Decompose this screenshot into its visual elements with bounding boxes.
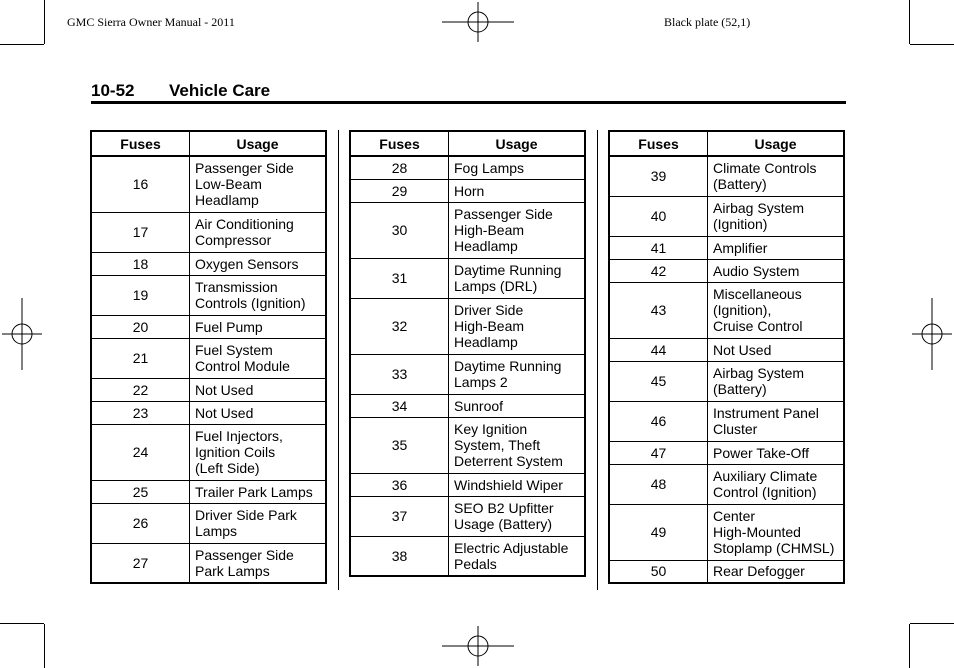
fuse-number: 27: [91, 543, 190, 583]
fuse-number: 16: [91, 156, 190, 212]
crop-mark: [0, 44, 44, 45]
fuse-usage: Transmission Controls (Ignition): [190, 275, 327, 315]
crop-mark: [909, 0, 910, 44]
fuse-number: 42: [609, 259, 708, 282]
fuse-usage: Fog Lamps: [449, 156, 586, 179]
fuse-number: 31: [350, 258, 449, 298]
fuse-usage: Driver Side Park Lamps: [190, 503, 327, 543]
fuse-usage: Airbag System (Ignition): [708, 196, 845, 236]
table-row: [350, 179, 585, 202]
fuse-number: 41: [609, 236, 708, 259]
fuse-usage: Key Ignition System, Theft Deterrent System: [449, 417, 586, 473]
table-row: [609, 441, 844, 464]
fuse-usage: Climate Controls (Battery): [708, 156, 845, 196]
fuse-usage: Daytime Running Lamps 2: [449, 354, 586, 394]
fuse-table: [349, 130, 586, 577]
fuse-usage: SEO B2 Upfitter Usage (Battery): [449, 496, 586, 536]
fuse-number: 50: [609, 560, 708, 583]
fuse-number: 39: [609, 156, 708, 196]
table-row: [91, 212, 326, 252]
title-rule: [91, 101, 846, 104]
fuse-usage: Audio System: [708, 259, 845, 282]
fuse-number: 17: [91, 212, 190, 252]
fuse-table-column-1: [90, 130, 327, 584]
fuse-number: 47: [609, 441, 708, 464]
fuse-usage: Oxygen Sensors: [190, 252, 327, 275]
fuse-usage: Fuel System Control Module: [190, 338, 327, 378]
fuse-usage: Horn: [449, 179, 586, 202]
fuse-usage: Passenger Side High-Beam Headlamp: [449, 202, 586, 258]
fuse-usage: Sunroof: [449, 394, 586, 417]
fuse-usage: Passenger Side Low-Beam Headlamp: [190, 156, 327, 212]
crop-mark: [909, 624, 910, 668]
crop-mark: [44, 0, 45, 44]
fuse-usage: Amplifier: [708, 236, 845, 259]
table-row: [609, 560, 844, 583]
fuse-number: 28: [350, 156, 449, 179]
fuse-number: 33: [350, 354, 449, 394]
fuse-usage: Rear Defogger: [708, 560, 845, 583]
table-row: [91, 543, 326, 583]
table-row: [609, 338, 844, 361]
fuse-number: 34: [350, 394, 449, 417]
fuse-usage: Fuel Injectors, Ignition Coils (Left Side): [190, 424, 327, 480]
table-row: [609, 196, 844, 236]
manual-title: GMC Sierra Owner Manual - 2011: [67, 15, 235, 29]
fuse-number: 49: [609, 504, 708, 560]
fuse-usage: Windshield Wiper: [449, 473, 586, 496]
fuse-number: 40: [609, 196, 708, 236]
fuse-number: 45: [609, 361, 708, 401]
table-row: [350, 258, 585, 298]
fuse-number: 22: [91, 378, 190, 401]
table-row: [91, 275, 326, 315]
table-row: [91, 338, 326, 378]
fuse-number: 26: [91, 503, 190, 543]
fuse-usage: Fuel Pump: [190, 315, 327, 338]
column-header-usage: Usage: [708, 131, 845, 156]
fuse-table-column-2: [349, 130, 586, 577]
table-row: [91, 252, 326, 275]
table-row: [91, 480, 326, 503]
fuse-number: 37: [350, 496, 449, 536]
fuse-usage: Passenger Side Park Lamps: [190, 543, 327, 583]
crop-mark: [910, 44, 954, 45]
fuse-usage: Miscellaneous (Ignition), Cruise Control: [708, 282, 845, 338]
fuse-number: 18: [91, 252, 190, 275]
table-row: [609, 236, 844, 259]
table-header-row: [609, 131, 844, 156]
crop-mark: [0, 623, 44, 624]
table-row: [609, 282, 844, 338]
column-header-usage: Usage: [449, 131, 586, 156]
page-title: [91, 81, 270, 101]
column-header-fuses: Fuses: [350, 131, 449, 156]
column-header-fuses: Fuses: [609, 131, 708, 156]
table-row: [91, 503, 326, 543]
table-row: [91, 424, 326, 480]
page-number: 10-52: [91, 81, 135, 100]
fuse-usage: Airbag System (Battery): [708, 361, 845, 401]
fuse-number: 19: [91, 275, 190, 315]
fuse-usage: Center High-Mounted Stoplamp (CHMSL): [708, 504, 845, 560]
registration-mark-icon: [2, 298, 42, 370]
fuse-table-column-3: [608, 130, 845, 584]
table-row: [350, 417, 585, 473]
fuse-number: 20: [91, 315, 190, 338]
fuse-number: 32: [350, 298, 449, 354]
table-row: [609, 504, 844, 560]
table-row: [609, 361, 844, 401]
column-divider: [338, 130, 339, 590]
column-divider: [597, 130, 598, 590]
column-header-usage: Usage: [190, 131, 327, 156]
table-row: [91, 315, 326, 338]
table-row: [350, 354, 585, 394]
fuse-number: 36: [350, 473, 449, 496]
table-row: [350, 298, 585, 354]
crop-mark: [910, 623, 954, 624]
plate-label: Black plate (52,1): [664, 15, 751, 29]
table-header-row: [91, 131, 326, 156]
fuse-number: 24: [91, 424, 190, 480]
fuse-usage: Not Used: [190, 401, 327, 424]
table-row: [609, 156, 844, 196]
fuse-number: 38: [350, 536, 449, 576]
fuse-usage: Instrument Panel Cluster: [708, 401, 845, 441]
table-row: [609, 464, 844, 504]
table-row: [350, 473, 585, 496]
table-row: [350, 536, 585, 576]
fuse-usage: Daytime Running Lamps (DRL): [449, 258, 586, 298]
crop-mark: [44, 624, 45, 668]
table-row: [609, 259, 844, 282]
section-title: Vehicle Care: [169, 81, 271, 100]
fuse-usage: Electric Adjustable Pedals: [449, 536, 586, 576]
fuse-number: 48: [609, 464, 708, 504]
table-row: [350, 394, 585, 417]
column-header-fuses: Fuses: [91, 131, 190, 156]
fuse-number: 43: [609, 282, 708, 338]
fuse-number: 21: [91, 338, 190, 378]
fuse-number: 25: [91, 480, 190, 503]
fuse-number: 30: [350, 202, 449, 258]
fuse-number: 44: [609, 338, 708, 361]
table-row: [91, 156, 326, 212]
fuse-usage: Not Used: [190, 378, 327, 401]
table-row: [350, 202, 585, 258]
fuse-usage: Trailer Park Lamps: [190, 480, 327, 503]
fuse-number: 23: [91, 401, 190, 424]
fuse-number: 35: [350, 417, 449, 473]
fuse-number: 46: [609, 401, 708, 441]
fuse-usage: Not Used: [708, 338, 845, 361]
fuse-usage: Auxiliary Climate Control (Ignition): [708, 464, 845, 504]
registration-mark-icon: [442, 2, 514, 42]
table-row: [350, 156, 585, 179]
registration-mark-icon: [912, 298, 952, 370]
fuse-usage: Power Take-Off: [708, 441, 845, 464]
registration-mark-icon: [442, 626, 514, 666]
table-row: [91, 401, 326, 424]
fuse-number: 29: [350, 179, 449, 202]
table-row: [609, 401, 844, 441]
fuse-table: [90, 130, 327, 584]
table-row: [91, 378, 326, 401]
table-row: [350, 496, 585, 536]
fuse-table: [608, 130, 845, 584]
table-header-row: [350, 131, 585, 156]
fuse-usage: Air Conditioning Compressor: [190, 212, 327, 252]
fuse-usage: Driver Side High-Beam Headlamp: [449, 298, 586, 354]
